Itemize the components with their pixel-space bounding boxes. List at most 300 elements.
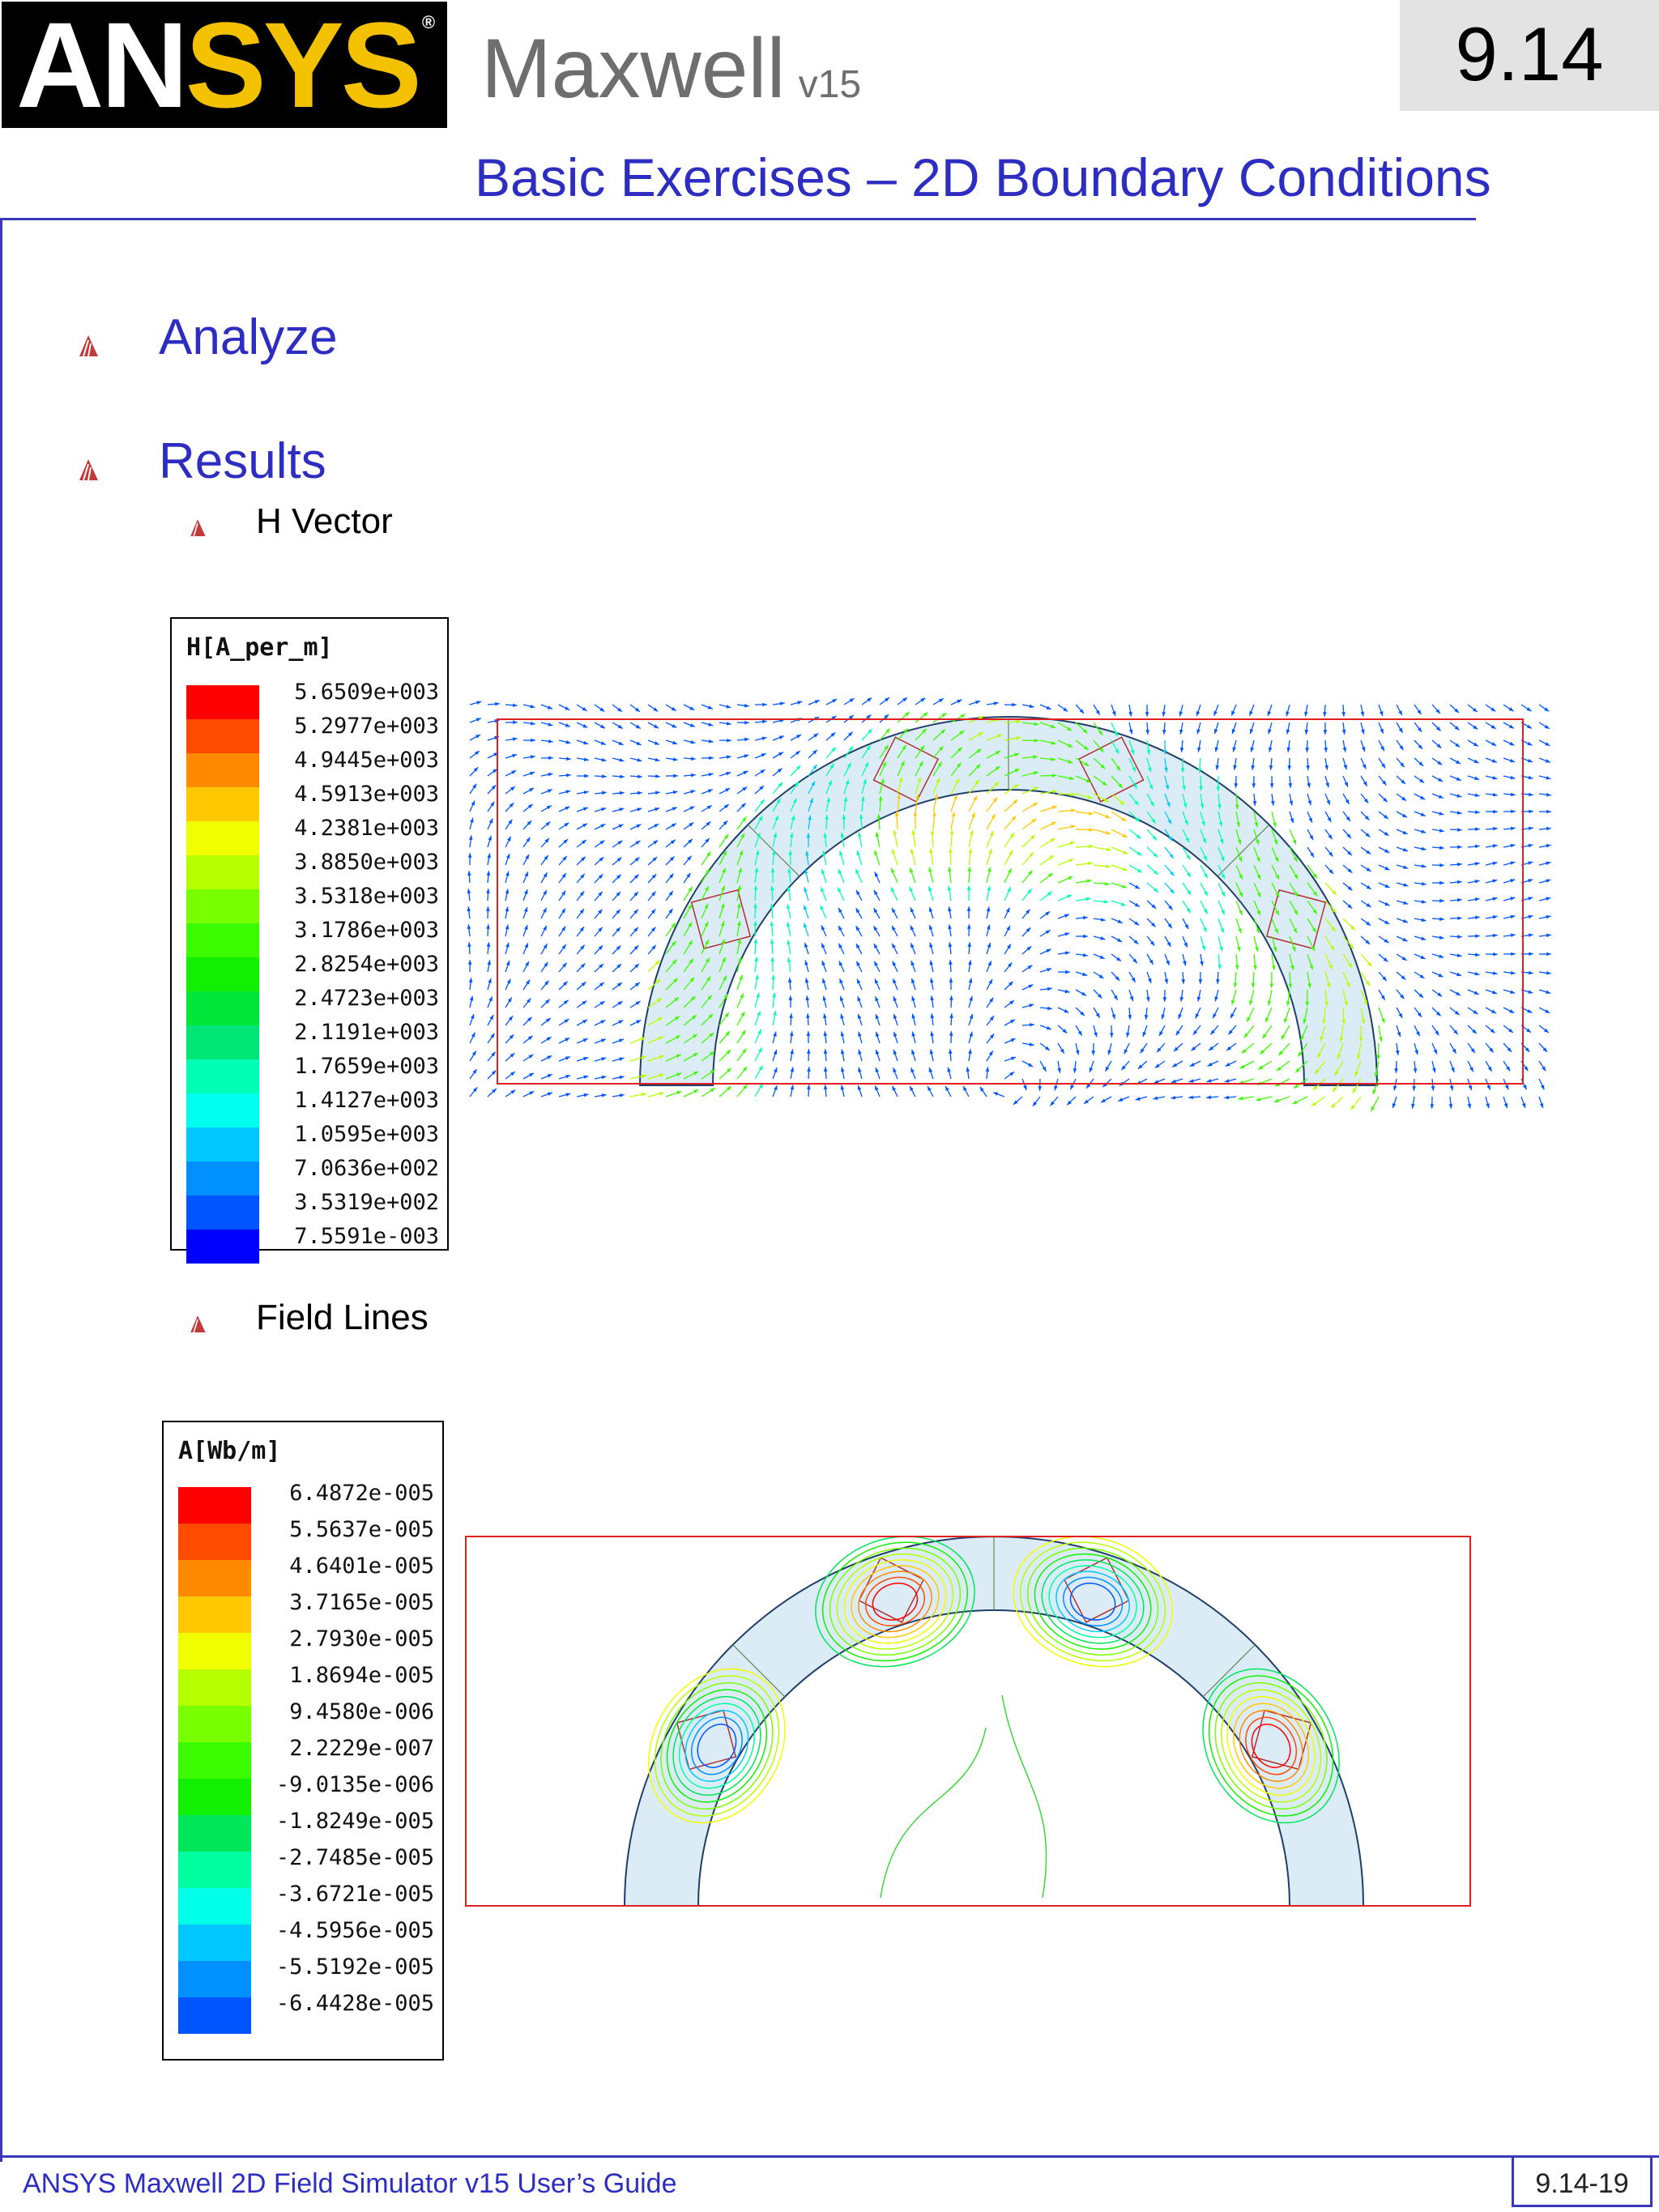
legend-value: -1.8249e-005 — [275, 1808, 434, 1834]
h-arrow-head — [1141, 1048, 1145, 1053]
h-arrow-head — [787, 940, 791, 944]
legend-value: 7.0636e+002 — [294, 1156, 439, 1181]
h-motor-geometry — [640, 717, 1377, 1085]
h-arrow-head — [524, 907, 527, 912]
h-arrow-head — [599, 841, 604, 845]
h-arrow-head — [1468, 1104, 1472, 1109]
h-arrow-head — [1456, 794, 1461, 798]
h-arrow-head — [531, 755, 535, 759]
h-arrow-head — [487, 853, 491, 858]
h-arrow-head — [988, 849, 992, 854]
h-arrow-head — [1540, 1103, 1543, 1108]
h-arrow-head — [949, 1031, 953, 1036]
h-arrow-head — [1506, 1066, 1510, 1071]
h-arrow-head — [1070, 842, 1075, 845]
legend-value: 1.0595e+003 — [294, 1122, 439, 1147]
h-arrow-head — [1196, 711, 1200, 716]
h-arrow-head — [561, 891, 565, 896]
h-arrow-head — [726, 772, 731, 775]
legend-swatch — [178, 1997, 251, 2034]
h-arrow-head — [994, 701, 999, 705]
h-arrow-head — [1202, 946, 1205, 951]
bullet-icon — [188, 515, 207, 538]
h-arrow-head — [676, 1091, 681, 1094]
h-arrow-head — [1233, 765, 1237, 770]
h-arrow-head — [672, 741, 677, 744]
h-arrow-head — [709, 773, 714, 777]
h-arrow-head — [655, 741, 659, 744]
h-arrow-head — [706, 852, 710, 857]
legend-swatch — [186, 753, 259, 787]
a-legend-title: A[Wb/m] — [178, 1437, 281, 1465]
h-arrow-head — [774, 1050, 777, 1055]
h-arrow-head — [858, 1014, 861, 1019]
h-arrow-head — [815, 700, 820, 703]
h-arrow-head — [1421, 812, 1426, 816]
h-arrow-head — [708, 789, 713, 792]
h-arrow-head — [1011, 1057, 1016, 1060]
h-arrow-head — [1256, 928, 1260, 933]
h-arrow-head — [1325, 782, 1328, 787]
legend-value: 2.4723e+003 — [294, 986, 439, 1011]
legend-swatch — [186, 1230, 259, 1264]
h-arrow-head — [1306, 765, 1310, 770]
h-arrow-head — [584, 774, 589, 778]
legend-value: 1.4127e+003 — [294, 1088, 439, 1113]
legend-value: 5.5637e-005 — [289, 1516, 434, 1542]
flux-line — [1002, 1695, 1047, 1898]
h-arrow-head — [969, 1032, 972, 1037]
h-arrow-head — [990, 831, 993, 836]
h-arrow-head — [893, 1032, 897, 1037]
h-arrow-head — [876, 1032, 879, 1037]
h-arrow-head — [1473, 725, 1478, 729]
h-arrow-head — [1439, 846, 1444, 850]
h-arrow-head — [823, 1013, 827, 1018]
h-arrow-head — [490, 1034, 494, 1038]
h-arrow-head — [858, 1085, 861, 1090]
h-arrow-head — [804, 887, 807, 892]
h-arrow-head — [1136, 1097, 1141, 1100]
h-arrow-head — [1422, 918, 1427, 923]
h-arrow-head — [1121, 817, 1126, 821]
h-arrow-head — [1111, 1014, 1115, 1019]
h-arrow-head — [1304, 712, 1308, 717]
legend-swatch — [178, 1924, 251, 1961]
h-arrow-head — [1148, 978, 1151, 983]
h-arrow-head — [953, 795, 957, 799]
legend-value: -6.4428e-005 — [275, 1990, 434, 2016]
h-arrow-head — [565, 1075, 570, 1078]
h-arrow-head — [1403, 901, 1408, 904]
h-arrow-head — [1493, 810, 1498, 814]
legend-swatch — [178, 1961, 251, 1997]
h-arrow-head — [727, 739, 731, 743]
h-arrow-head — [1063, 707, 1068, 711]
h-arrow-head — [911, 978, 915, 983]
h-arrow-head — [673, 791, 678, 795]
h-arrow-head — [806, 1013, 810, 1018]
h-arrow-head — [1137, 851, 1142, 855]
h-arrow-head — [1492, 759, 1497, 762]
legend-swatch — [186, 1127, 259, 1161]
h-arrow-head — [1456, 973, 1461, 976]
h-arrow-head — [876, 1068, 879, 1072]
h-arrow-head — [822, 961, 825, 965]
legend-value: 2.7930e-005 — [289, 1626, 434, 1652]
h-arrow-head — [987, 961, 991, 965]
legend-swatch — [178, 1706, 251, 1742]
h-arrow-head — [857, 850, 860, 855]
legend-value: -2.7485e-005 — [275, 1844, 434, 1870]
h-arrow-head — [1451, 1068, 1454, 1072]
h-arrow-head — [1110, 1033, 1114, 1038]
h-arrow-head — [1214, 729, 1218, 734]
h-arrow-head — [1057, 1068, 1061, 1073]
legend-swatch — [186, 1161, 259, 1196]
h-arrow-head — [787, 957, 791, 962]
h-arrow-head — [838, 869, 842, 874]
h-arrow-head — [548, 773, 553, 777]
h-arrow-head — [773, 1032, 777, 1037]
legend-swatch — [186, 889, 259, 923]
h-arrow-head — [911, 996, 915, 1001]
h-arrow-head — [1492, 991, 1497, 994]
h-arrow-head — [1411, 1104, 1415, 1109]
h-arrow-head — [1290, 801, 1294, 806]
h-arrow-head — [526, 980, 530, 985]
h-arrow-head — [690, 723, 695, 727]
h-arrow-head — [1439, 917, 1444, 921]
h-arrow-head — [526, 837, 530, 842]
h-arrow-head — [1187, 890, 1191, 895]
h-arrow-head — [949, 978, 953, 982]
h-arrow-head — [1455, 743, 1460, 747]
h-arrow-head — [1376, 1055, 1380, 1060]
h-arrow-head — [1231, 1000, 1235, 1005]
h-arrow-head — [1197, 748, 1201, 752]
legend-value: -5.5192e-005 — [275, 1954, 434, 1980]
legend-value: 4.6401e-005 — [289, 1553, 434, 1579]
h-arrow-head — [673, 757, 678, 761]
h-arrow-head — [949, 1049, 953, 1054]
h-arrow-head — [1287, 765, 1291, 770]
h-arrow-head — [548, 790, 552, 793]
h-arrow-head — [620, 1076, 625, 1080]
h-arrow-head — [1128, 712, 1132, 717]
h-arrow-head — [1504, 1103, 1508, 1108]
h-arrow-head — [804, 923, 807, 927]
h-arrow-head — [779, 735, 784, 739]
h-arrow-head — [949, 1013, 953, 1018]
h-arrow-head — [524, 925, 527, 930]
h-arrow-head — [1091, 1051, 1095, 1055]
h-arrow-head — [513, 720, 518, 724]
h-arrow-head — [727, 722, 731, 726]
h-arrow-head — [1089, 812, 1094, 816]
h-arrow-head — [1510, 990, 1515, 993]
legend-swatch — [186, 957, 259, 991]
h-arrow-head — [1486, 1085, 1490, 1090]
h-arrow-head — [506, 961, 510, 965]
h-arrow-head — [987, 943, 991, 948]
h-arrow-head — [1417, 710, 1421, 714]
legend-value: 1.7659e+003 — [294, 1054, 439, 1079]
h-arrow-head — [949, 995, 953, 1000]
h-arrow-head — [948, 886, 952, 891]
h-arrow-head — [1294, 1084, 1299, 1088]
h-arrow-head — [1100, 955, 1105, 958]
h-arrow-head — [1068, 859, 1073, 862]
legend-swatch — [178, 1779, 251, 1815]
h-arrow-head — [1094, 1032, 1098, 1037]
h-arrow-head — [1272, 965, 1276, 970]
h-arrow-head — [1250, 729, 1253, 734]
h-arrow-head — [584, 1093, 589, 1097]
h-arrow-head — [513, 737, 518, 741]
h-arrow-head — [1163, 997, 1167, 1002]
legend-swatch — [178, 1596, 251, 1633]
legend-swatch — [186, 1196, 259, 1230]
h-arrow-head — [1089, 828, 1094, 832]
h-arrow-head — [929, 907, 932, 912]
h-arrow-head — [967, 924, 971, 929]
title-divider — [0, 218, 1476, 220]
h-arrow-head — [969, 996, 972, 1001]
footer-divider — [0, 2155, 1659, 2158]
h-arrow-head — [524, 889, 527, 894]
legend-value: 7.5591e-003 — [294, 1224, 439, 1249]
h-arrow-head — [1130, 996, 1133, 1001]
legend-value: 3.5319e+002 — [294, 1190, 439, 1215]
h-arrow-head — [1343, 748, 1347, 752]
h-arrow-head — [1179, 1014, 1182, 1019]
h-arrow-head — [561, 927, 565, 931]
h-arrow-head — [931, 829, 935, 834]
h-arrow-head — [1437, 761, 1442, 765]
h-arrow-head — [467, 942, 471, 947]
h-arrow-head — [756, 993, 760, 998]
h-arrow-head — [601, 808, 606, 811]
h-arrow-head — [486, 906, 490, 911]
h-arrow-head — [709, 756, 714, 760]
h-arrow-head — [1154, 1080, 1158, 1083]
h-arrow-head — [771, 975, 775, 980]
h-arrow-head — [1475, 934, 1480, 938]
ansys-logo-text: ANSYS ® — [16, 0, 436, 133]
h-arrow-head — [1305, 748, 1309, 752]
flux-line — [881, 1728, 986, 1898]
h-arrow-head — [1373, 1089, 1376, 1094]
h-arrow-head — [1090, 1068, 1093, 1072]
legend-value: 2.8254e+003 — [294, 952, 439, 977]
h-arrow-head — [1311, 1102, 1316, 1106]
h-arrow-head — [1457, 828, 1462, 832]
h-arrow-head — [968, 1049, 972, 1054]
legend-swatch — [178, 1524, 251, 1560]
h-arrow-head — [486, 889, 490, 893]
legend-value: 3.8850e+003 — [294, 850, 439, 875]
legend-swatch — [178, 1560, 251, 1596]
h-arrow-head — [548, 1074, 552, 1077]
h-arrow-head — [472, 1069, 476, 1074]
h-arrow-head — [1439, 936, 1444, 940]
h-arrow-head — [968, 960, 972, 965]
h-arrow-head — [893, 996, 897, 1001]
h-arrow-head — [1252, 783, 1256, 788]
h-arrow-head — [929, 848, 933, 853]
h-arrow-head — [1324, 765, 1328, 770]
h-arrow-head — [952, 812, 956, 816]
legend-value: 6.4872e-005 — [289, 1480, 434, 1506]
legend-value: 3.1786e+003 — [294, 918, 439, 943]
h-arrow-head — [635, 841, 640, 845]
legend-swatch — [178, 1669, 251, 1706]
h-arrow-head — [1206, 1095, 1211, 1099]
h-arrow-head — [1475, 810, 1480, 814]
h-arrow-head — [911, 943, 914, 948]
h-arrow-head — [1324, 748, 1328, 752]
h-arrow-head — [993, 1093, 998, 1096]
h-arrow-head — [876, 1050, 879, 1055]
h-arrow-head — [1200, 961, 1204, 966]
h-arrow-head — [1122, 884, 1127, 888]
h-arrow-head — [1493, 844, 1498, 848]
h-arrow-head — [1491, 707, 1495, 711]
h-arrow-head — [1439, 954, 1444, 957]
h-arrow-head — [467, 871, 471, 876]
h-arrow-head — [599, 707, 604, 711]
legend-swatch — [186, 787, 259, 821]
h-arrow-head — [619, 808, 624, 812]
h-arrow-head — [1457, 811, 1462, 815]
h-arrow-head — [949, 960, 953, 965]
h-arrow-head — [1199, 979, 1203, 984]
h-arrow-head — [637, 808, 642, 812]
h-arrow-head — [839, 850, 842, 855]
legend-swatch — [178, 1487, 251, 1524]
h-arrow-head — [1171, 1080, 1176, 1083]
h-arrow-head — [1546, 759, 1550, 762]
h-arrow-head — [548, 756, 553, 760]
h-arrow-head — [932, 812, 936, 816]
h-arrow-head — [911, 961, 915, 965]
legend-swatch — [178, 1852, 251, 1888]
h-arrow-head — [1546, 953, 1551, 957]
h-arrow-head — [980, 1087, 984, 1092]
h-arrow-head — [1030, 1042, 1034, 1046]
h-arrow-head — [1393, 1086, 1397, 1091]
h-arrow-head — [1162, 730, 1166, 735]
h-arrow-head — [1403, 865, 1408, 868]
h-arrow-head — [584, 791, 589, 795]
h-arrow-head — [472, 784, 476, 789]
h-arrow-head — [1422, 847, 1427, 851]
h-arrow-head — [1457, 845, 1462, 849]
h-arrow-head — [893, 978, 896, 983]
h-arrow-head — [791, 1085, 795, 1089]
h-arrow-head — [1546, 990, 1550, 993]
h-arrow-head — [1421, 936, 1426, 940]
bullet-icon — [188, 1311, 207, 1334]
h-arrow-head — [839, 978, 842, 983]
h-arrow-head — [505, 906, 510, 911]
h-arrow-head — [1493, 971, 1498, 975]
h-arrow-head — [1403, 919, 1408, 923]
h-arrow-head — [1176, 1030, 1180, 1035]
h-arrow-head — [971, 812, 975, 817]
h-arrow-head — [1052, 806, 1057, 809]
h-arrow-head — [528, 1055, 533, 1059]
h-arrow-head — [874, 850, 877, 855]
h-arrow-head — [858, 1068, 861, 1072]
h-arrow-head — [840, 996, 843, 1001]
h-arrow-head — [930, 1031, 934, 1036]
h-arrow-head — [1510, 879, 1515, 882]
h-arrow-head — [1027, 965, 1032, 970]
legend-swatch — [186, 991, 259, 1025]
legend-value: 5.2977e+003 — [294, 714, 439, 739]
h-arrow-head — [673, 774, 678, 778]
h-arrow-head — [1528, 879, 1533, 882]
h-arrow-head — [530, 772, 535, 775]
h-arrow-head — [1268, 1001, 1272, 1006]
h-arrow-head — [948, 924, 952, 929]
h-arrow-head — [967, 867, 971, 872]
h-arrow-head — [655, 774, 660, 778]
h-arrow-head — [1529, 933, 1533, 937]
legend-value: -9.0135e-006 — [275, 1771, 434, 1797]
h-arrow-head — [744, 721, 749, 725]
h-arrow-head — [1392, 1103, 1396, 1108]
h-arrow-head — [755, 974, 759, 979]
h-arrow-head — [929, 925, 932, 930]
ansys-logo — [2, 0, 447, 133]
legend-swatch — [186, 1025, 259, 1059]
h-arrow-head — [1123, 867, 1128, 871]
h-arrow-head — [506, 854, 510, 859]
h-arrow-head — [1155, 1063, 1160, 1068]
h-arrow-head — [1475, 827, 1480, 831]
legend-swatch — [186, 923, 259, 957]
h-arrow-head — [708, 705, 713, 709]
h-arrow-head — [1457, 935, 1462, 939]
h-arrow-head — [1010, 833, 1014, 837]
h-arrow-head — [512, 754, 517, 757]
h-arrow-head — [1419, 778, 1424, 782]
h-arrow-head — [928, 886, 932, 891]
h-arrow-head — [1086, 897, 1091, 901]
h-arrow-head — [1399, 745, 1403, 750]
h-arrow-head — [486, 924, 490, 929]
h-arrow-head — [531, 739, 535, 743]
h-arrow-head — [1307, 783, 1311, 788]
h-arrow-head — [805, 978, 809, 983]
legend-swatch — [186, 1093, 259, 1127]
h-arrow-head — [1030, 705, 1034, 709]
h-arrow-head — [804, 943, 808, 948]
h-arrow-head — [791, 1067, 795, 1072]
h-arrow-head — [1394, 1068, 1398, 1073]
h-arrow-head — [1493, 953, 1498, 957]
h-arrow-head — [822, 978, 825, 983]
h-arrow-head — [911, 830, 915, 835]
legend-swatch — [186, 719, 259, 753]
h-arrow-head — [1366, 850, 1371, 854]
h-arrow-head — [1065, 951, 1070, 955]
h-arrow-head — [967, 906, 971, 911]
h-arrow-head — [602, 1093, 607, 1097]
